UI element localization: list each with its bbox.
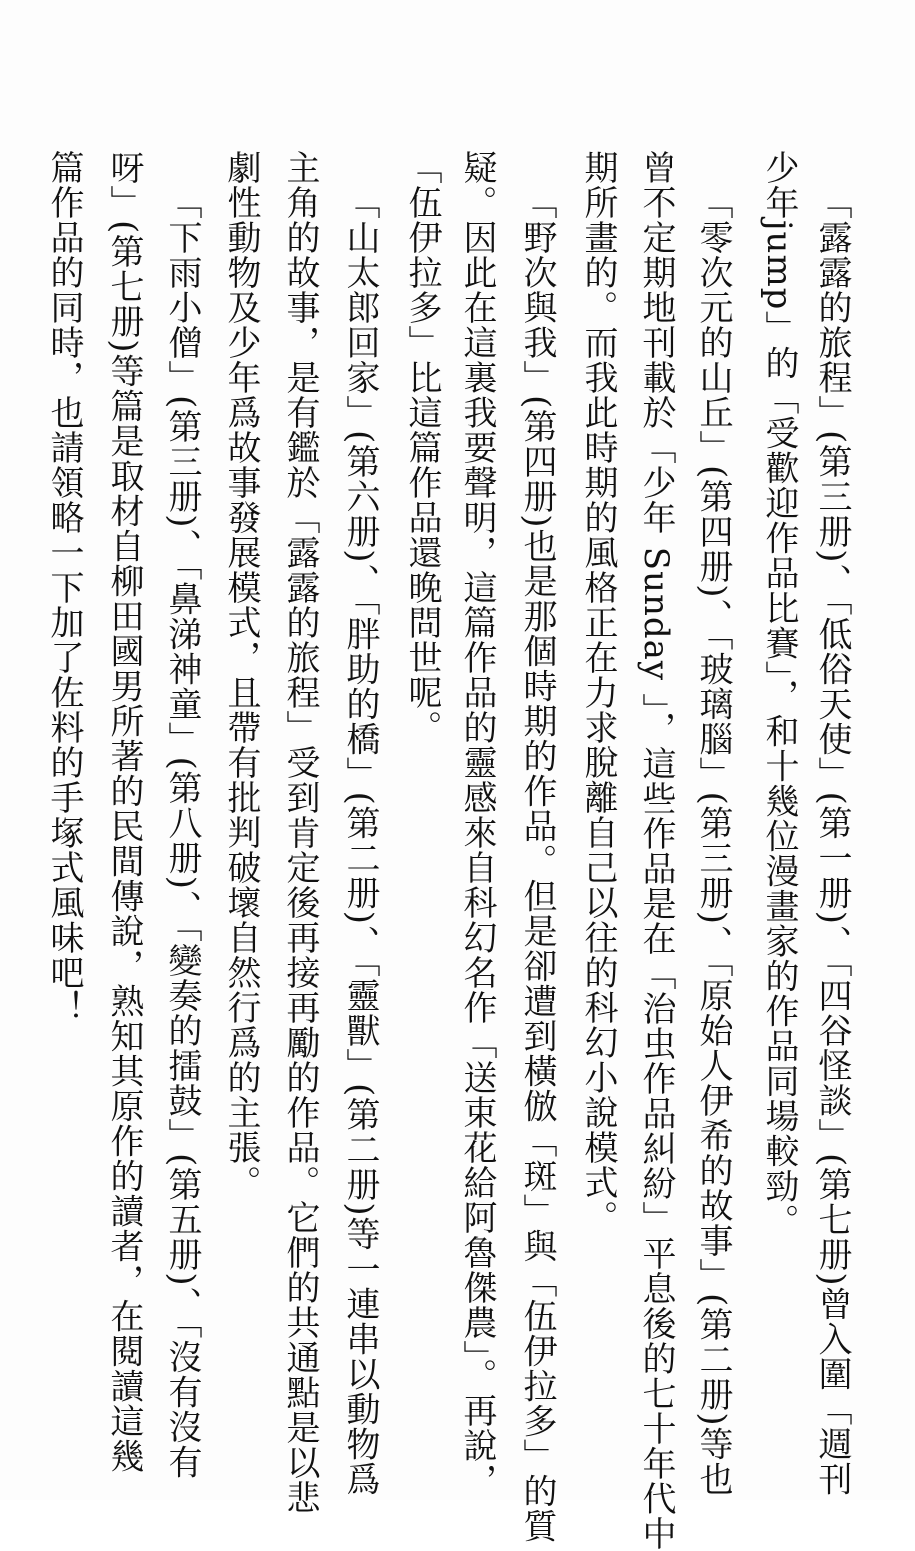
text-column: 「伍伊拉多」比這篇作品還晚問世呢。 bbox=[402, 150, 442, 745]
text-column: 劇性動物及少年爲故事發展模式，且帶有批判破壞自然行爲的主張。 bbox=[221, 150, 261, 1200]
text-column: 少年jump」的「受歡迎作品比賽」，和十幾位漫畫家的作品同場較勁。 bbox=[759, 150, 799, 1239]
text-column: 「山太郎回家」(第六册)、「胖助的橋」(第二册)、「靈獸」(第二册)等一連串以動物爲 bbox=[340, 185, 380, 1497]
text-column: 疑。因此在這裏我要聲明，這篇作品的靈感來自科幻名作「送束花給阿魯傑農」。再說， bbox=[457, 150, 497, 1498]
text-column: 篇作品的同時，也請領略一下加了佐料的手塚式風味吧！ bbox=[44, 150, 84, 1025]
text-column: 主角的故事，是有鑑於「露露的旅程」受到肯定後再接再勵的作品。它們的共通點是以悲 bbox=[280, 150, 320, 1515]
text-column: 「零次元的山丘」(第四册)、「玻璃腦」(第三册)、「原始人伊希的故事」(第二册)等也 bbox=[693, 185, 733, 1497]
text-column: 期所畫的。而我此時期的風格正在力求脫離自己以往的科幻小說模式。 bbox=[578, 150, 618, 1235]
text-column: 「野次與我」(第四册)也是那個時期的作品。但是卻遭到橫倣「斑」與「伍伊拉多」的質 bbox=[517, 185, 557, 1544]
text-column: 「露露的旅程」(第三册)、「低俗天使」(第一册)、「四谷怪談」(第七册)曾入圍「週刊 bbox=[812, 185, 852, 1497]
text-column: 曾不定期地刊載於「少年 Sunday 」，這些作品是在「治虫作品糾紛」平息後的七十年代中 bbox=[636, 150, 676, 1551]
text-column: 呀」(第七册)等篇是取材自柳田國男所著的民間傳說，熟知其原作的讀者，在閱讀這幾 bbox=[104, 150, 144, 1474]
text-column: 「下雨小僧」(第三册)、「鼻涕神童」(第八册)、「變奏的擂鼓」(第五册)、「沒有沒有 bbox=[162, 185, 202, 1480]
